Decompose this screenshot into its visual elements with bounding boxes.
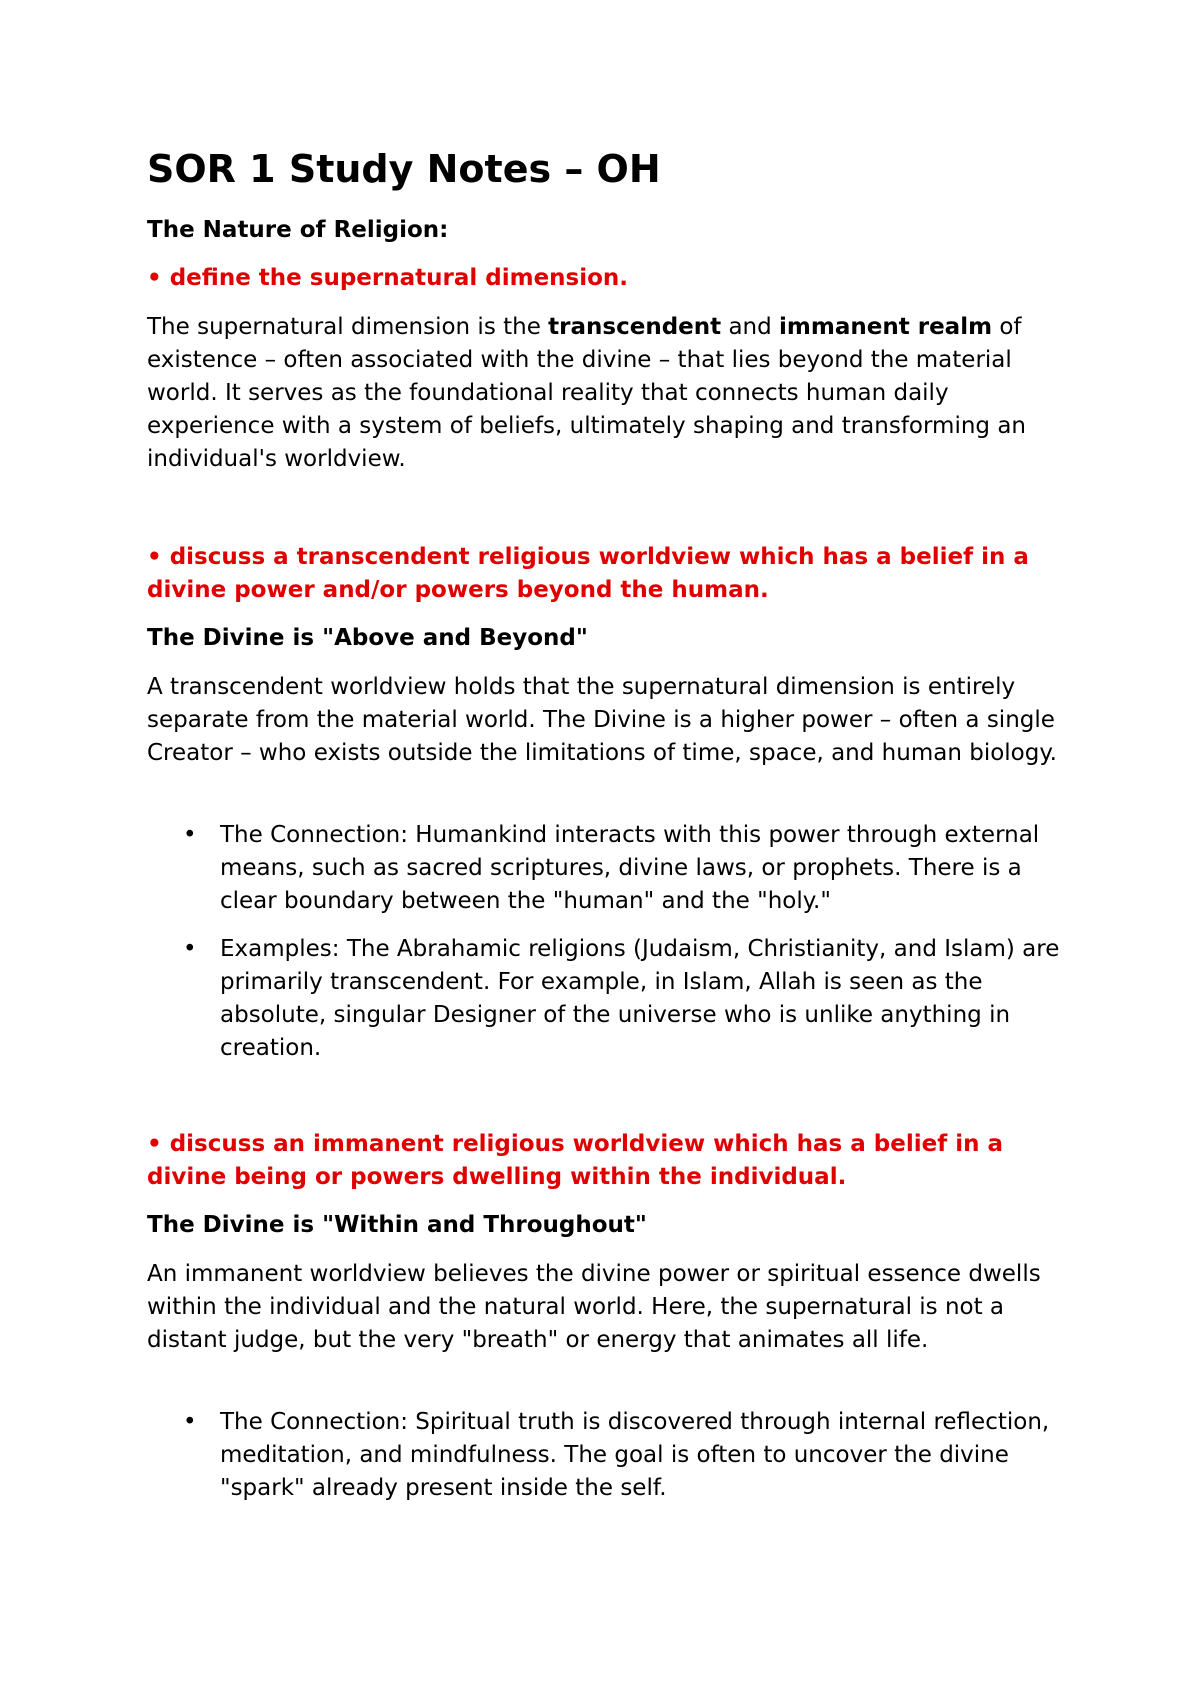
paragraph-supernatural-definition: The supernatural dimension is the transcendent and immanent realm of existence – often associated with the divine – that lies beyond the material world. It serves as the foundational reality that connects human daily experience with a system of beliefs, ultimately shaping and transforming an individual's worldview. (147, 314, 1026, 472)
bullet-icon: • (183, 822, 197, 848)
document-title: SOR 1 Study Notes – OH (147, 147, 661, 191)
term-transcendent: transcendent (548, 314, 722, 340)
term-immanent-realm: immanent realm (779, 314, 993, 340)
list-item-text: The Connection: Spiritual truth is discovered through internal reflection, meditation, and mindfulness. The goal is often to uncover the divine "spark" already present inside the self. (220, 1409, 1050, 1501)
list-item-text: Examples: The Abrahamic religions (Judaism, Christianity, and Islam) are primarily transcendent. For example, in Islam, Allah is seen as the absolute, singular Designer of the universe who is unlike anything in creation. (220, 936, 1060, 1061)
outcome-define-supernatural: • define the supernatural dimension. (147, 265, 629, 291)
bullet-icon: • (183, 1409, 197, 1435)
list-item-text: The Connection: Humankind interacts with this power through external means, such as sacred scriptures, divine laws, or prophets. There is a clear boundary between the "human" and the "holy." (220, 822, 1040, 914)
section-heading: The Nature of Religion: (147, 217, 449, 243)
outcome-immanent-worldview: • discuss an immanent religious worldview which has a belief in a divine being or powers dwelling within the individual. (147, 1131, 1003, 1190)
heading-above-and-beyond: The Divine is "Above and Beyond" (147, 625, 588, 651)
outcome-transcendent-worldview: • discuss a transcendent religious worldview which has a belief in a divine power and/or powers beyond the human. (147, 544, 1029, 603)
paragraph-transcendent-worldview: A transcendent worldview holds that the supernatural dimension is entirely separate from the material world. The Divine is a higher power – often a single Creator – who exists outside the limitations of time, space, and human biology. (147, 674, 1057, 766)
paragraph-immanent-worldview: An immanent worldview believes the divine power or spiritual essence dwells within the individual and the natural world. Here, the supernatural is not a distant judge, but the very "breath" or energy that animates all life. (147, 1261, 1041, 1353)
heading-within-and-throughout: The Divine is "Within and Throughout" (147, 1212, 647, 1238)
bullet-icon: • (183, 936, 197, 962)
